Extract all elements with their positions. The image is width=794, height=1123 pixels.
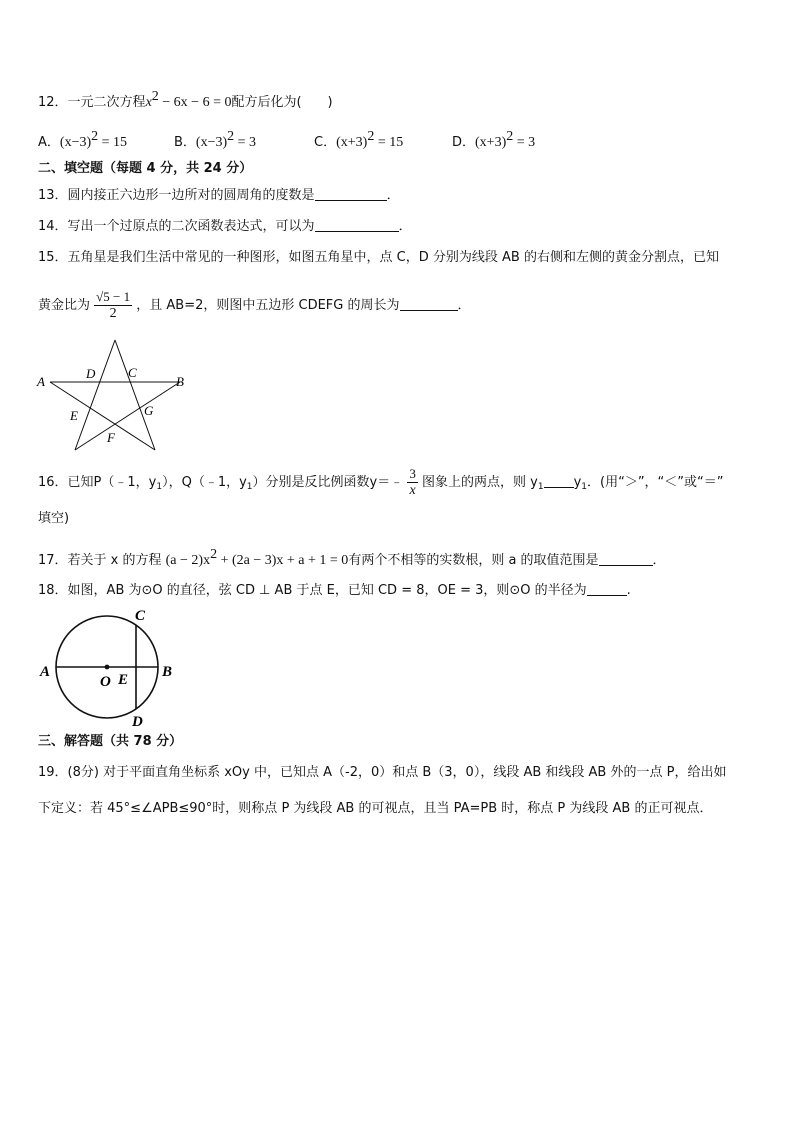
fraction-denominator: x: [409, 483, 416, 498]
golden-ratio-fraction: [94, 289, 132, 322]
question-number: 13．: [38, 188, 68, 203]
answer-blank[interactable]: [400, 297, 458, 311]
choice-exp: 2: [367, 129, 375, 144]
choice-base: (x−3): [195, 135, 228, 150]
question-19-line2: 下定义：若 45°≤∠APB≤90°时，则称点 P 为线段 AB 的可视点，且当 PA=PB 时，称点 P 为线段 AB 的正可视点．: [38, 801, 713, 816]
choice-rhs: = 3: [234, 135, 257, 150]
question-text: 如图，AB 为⊙O 的直径，弦 CD ⊥ AB 于点 E，已知 CD = 8，OE = 3，则⊙O 的半径为: [67, 583, 587, 598]
choice-rhs: = 15: [98, 135, 128, 150]
label-a: A: [40, 664, 51, 680]
fraction-numerator: 3: [409, 466, 416, 481]
five-pointed-star-figure: [34, 336, 194, 456]
equation-exponent: 2: [151, 89, 159, 104]
label-e: E: [118, 672, 129, 688]
star-lines: [50, 340, 180, 450]
question-text: ）分别是反比例函数y＝﹣: [252, 475, 404, 490]
equation-exponent: 2: [210, 547, 218, 562]
question-15-line1: [38, 249, 719, 267]
label-g: G: [144, 403, 154, 418]
question-number: 12．: [38, 95, 68, 110]
question-number: 16．: [38, 475, 68, 490]
answer-blank[interactable]: [315, 218, 399, 232]
question-19-line1: 19．(8分) 对于平面直角坐标系 xOy 中，已知点 A（-2，0）和点 B（3，0），线段 AB 和线段 AB 外的一点 P，给出如: [38, 765, 727, 780]
question-16-line1: [38, 466, 724, 500]
question-number: 18．: [38, 583, 68, 598]
subscript: 1: [246, 482, 253, 492]
question-text: 图象上的两点，则 y: [422, 475, 538, 490]
choice-letter: B．: [174, 135, 196, 150]
choice-exp: 2: [506, 129, 514, 144]
question-17: [38, 546, 666, 570]
equation-part: (a − 2)x: [165, 553, 211, 568]
question-end: .: [626, 583, 631, 598]
choice-exp: 2: [227, 129, 235, 144]
question-end: ．: [386, 188, 400, 203]
label-e: E: [70, 408, 78, 423]
label-a: A: [37, 374, 45, 389]
question-text: y: [573, 475, 582, 490]
fraction-denominator: 2: [109, 306, 117, 321]
equation-part: + (2a − 3)x + a + 1 = 0: [217, 553, 349, 568]
question-18: [38, 582, 631, 600]
question-text: 写出一个过原点的二次函数表达式，可以为: [67, 219, 315, 234]
star-edge-a-to-foot: [50, 382, 155, 450]
choice-rhs: = 15: [374, 135, 404, 150]
question-text: 一元二次方程: [67, 95, 146, 110]
choice-rhs: = 3: [513, 135, 536, 150]
label-b: B: [162, 664, 173, 680]
question-number: 15．: [38, 250, 68, 265]
section-heading-fill-in: 二、填空题（每题 4 分，共 24 分）: [38, 161, 253, 176]
circle-figure: [36, 604, 186, 730]
label-c: C: [135, 608, 146, 624]
center-point: [105, 665, 110, 670]
question-text: 已知P（﹣1，y: [67, 475, 157, 490]
question-text: 若关于 x 的方程: [67, 553, 166, 568]
question-text: 五角星是我们生活中常见的一种图形，如图五角星中，点 C，D 分别为线段 AB 的右侧和左侧的黄金分割点，已知: [67, 250, 719, 265]
choice-d[interactable]: [452, 128, 535, 152]
choice-c[interactable]: [314, 128, 403, 152]
choice-base: (x−3): [59, 135, 92, 150]
question-end: ．: [652, 553, 666, 568]
choice-letter: A．: [38, 135, 60, 150]
choice-base: (x+3): [336, 135, 368, 150]
label-o: O: [100, 674, 111, 690]
equation-variable: x: [145, 95, 152, 110]
star-edge-right-down: [115, 340, 155, 450]
section-heading-solutions: 三、解答题（共 78 分）: [38, 734, 183, 749]
question-number: 17．: [38, 553, 68, 568]
choice-a[interactable]: [38, 128, 127, 152]
label-f: F: [107, 430, 115, 445]
label-d: D: [86, 366, 96, 381]
subscript: 1: [156, 482, 163, 492]
choice-exp: 2: [91, 129, 99, 144]
question-14: [38, 218, 412, 236]
question-text-end: 配方后化为( ): [231, 95, 333, 110]
label-d: D: [132, 714, 143, 730]
question-number: 14．: [38, 219, 68, 234]
choice-base: (x+3): [475, 135, 507, 150]
choice-b[interactable]: [174, 128, 256, 152]
answer-blank[interactable]: [544, 474, 574, 488]
equation-rest: − 6x − 6 = 0: [158, 95, 232, 110]
question-end: ．: [457, 298, 471, 313]
subscript: 1: [581, 482, 588, 492]
question-text: 圆内接正六边形一边所对的圆周角的度数是: [67, 188, 315, 203]
question-end: ．: [398, 219, 412, 234]
inverse-fraction: [407, 466, 418, 499]
question-16-line2: 填空): [38, 511, 70, 526]
choice-letter: C．: [314, 135, 337, 150]
subscript: 1: [537, 482, 544, 492]
label-b: B: [176, 374, 184, 389]
question-text-end: ，且 AB=2，则图中五边形 CDEFG 的周长为: [136, 298, 400, 313]
answer-blank[interactable]: [587, 582, 627, 596]
q12-choices: [38, 128, 758, 148]
fraction-numerator: √5 − 1: [96, 289, 131, 304]
answer-blank[interactable]: [599, 552, 653, 566]
question-text: 黄金比为: [38, 298, 91, 313]
question-text: 有两个不相等的实数根，则 a 的取值范围是: [348, 553, 599, 568]
question-15-line2: [38, 286, 471, 326]
label-c: C: [128, 365, 137, 380]
answer-blank[interactable]: [315, 187, 387, 201]
question-text: ），Q（﹣1，y: [162, 475, 247, 490]
question-13: [38, 187, 400, 205]
star-edge-b-to-foot: [75, 382, 180, 450]
choice-letter: D．: [452, 135, 476, 150]
question-text-end: ．(用“＞”，“＜”或“＝”: [587, 475, 724, 490]
question-12: [38, 88, 333, 112]
